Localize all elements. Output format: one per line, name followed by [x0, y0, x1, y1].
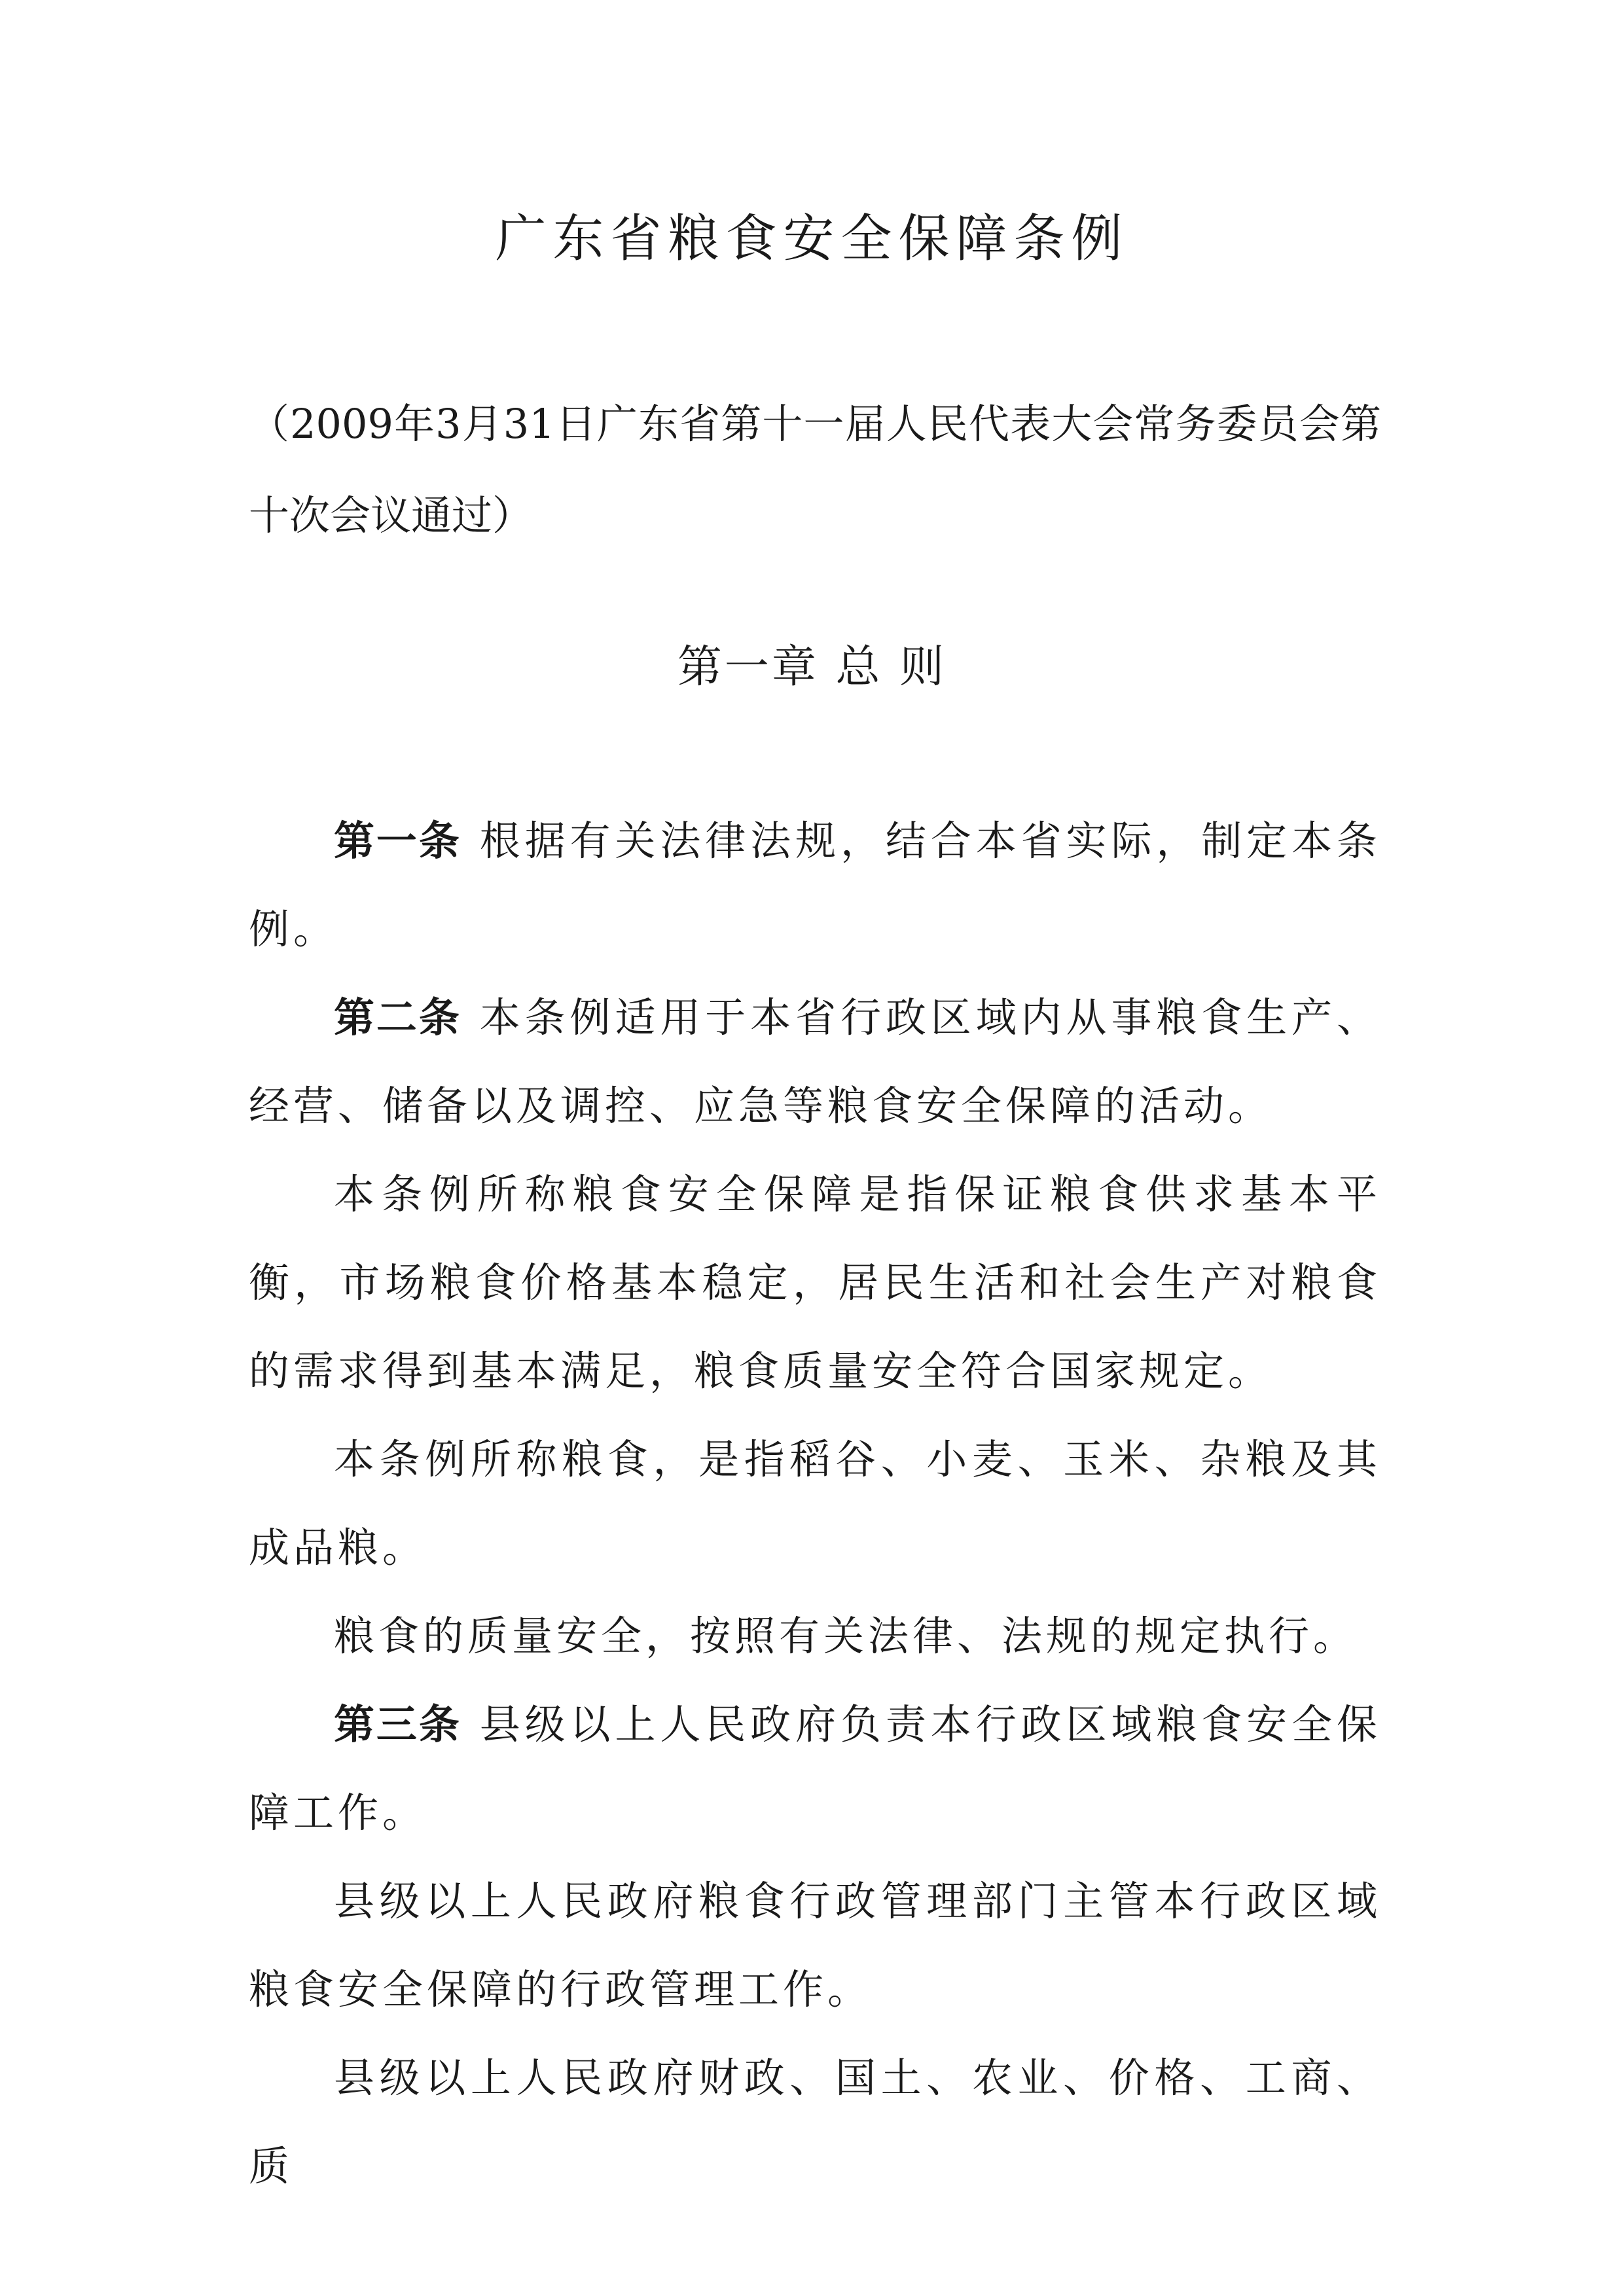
article-label: 第一条	[334, 817, 461, 865]
article-label: 第三条	[334, 1700, 461, 1748]
paragraph-text: 县级以上人民政府粮食行政管理部门主管本行政区域粮食安全保障的行政管理工作。	[249, 1877, 1381, 2013]
paragraph-article-3	[249, 1680, 1381, 1857]
paragraph	[249, 1592, 1381, 1680]
chapter-heading: 第一章 总 则	[677, 641, 947, 693]
paragraph-text: 本条例所称粮食安全保障是指保证粮食供求基本平衡，市场粮食价格基本稳定，居民生活和社会生产对粮食的需求得到基本满足，粮食质量安全符合国家规定。	[249, 1170, 1381, 1395]
paragraph-article-2	[249, 973, 1381, 1150]
paragraph	[249, 1857, 1381, 2034]
paragraph-text: 本条例所称粮食，是指稻谷、小麦、玉米、杂粮及其成品粮。	[249, 1435, 1381, 1571]
paragraph-text: 根据有关法律法规，结合本省实际，制定本条例。	[249, 817, 1381, 953]
paragraph-text: 县级以上人民政府财政、国土、农业、价格、工商、质	[249, 2054, 1381, 2190]
paragraph-text: 粮食的质量安全，按照有关法律、法规的规定执行。	[334, 1612, 1358, 1660]
paragraph-text: 县级以上人民政府负责本行政区域粮食安全保障工作。	[249, 1700, 1381, 1837]
document-body	[249, 797, 1381, 2210]
paragraph-article-1	[249, 797, 1381, 973]
document-title: 广东省粮食安全保障条例	[495, 209, 1129, 268]
adoption-note: （2009年3月31日广东省第十一届人民代表大会常务委员会第十次会议通过）	[249, 400, 1381, 539]
paragraph-text: 本条例适用于本省行政区域内从事粮食生产、经营、储备以及调控、应急等粮食安全保障的活动。	[249, 994, 1381, 1130]
paragraph	[249, 2034, 1381, 2210]
paragraph	[249, 1415, 1381, 1592]
paragraph	[249, 1150, 1381, 1415]
article-label: 第二条	[334, 994, 461, 1041]
